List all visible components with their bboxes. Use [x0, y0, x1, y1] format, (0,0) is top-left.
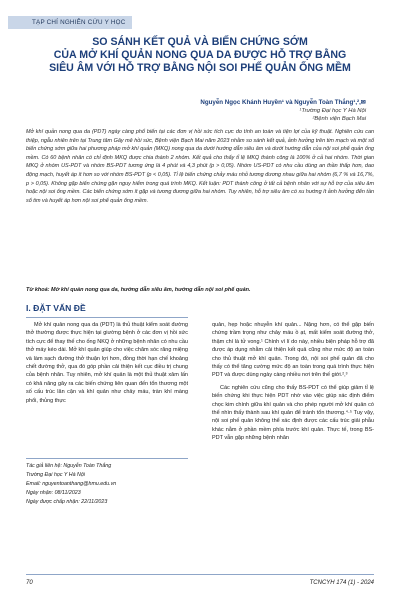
title-line: SO SÁNH KẾT QUẢ VÀ BIẾN CHỨNG SỚM	[92, 36, 308, 48]
meta-divider	[26, 458, 188, 459]
abstract: Mở khí quản nong qua da (PDT) ngày càng phổ biến tại các đơn vị hồi sức tích cực do tính an toàn và tiện lợi của kỹ thuật. Nghiên cứu can thiệp, ngẫu nhiên trên tại Trung tâm Gây mê hồi sức, Bệnh viện Bạch Mai năm 2023 nhằm so sánh kết quả, ảnh hưởng trên tim mạch và một số biến chứng sớm giữa hai phương pháp mở khí quản (MKQ) nong qua da dưới hướng dẫn siêu âm và dưới hướng dẫn của nội soi phế quản ống mềm. Có 60 bệnh nhân có chỉ định MKQ được chia thành 2 nhóm. Kết quả cho thấy tỉ lệ MKQ thành công là 100% ở cả hai nhóm. Thời gian MKQ ở nhóm US-PDT và nhóm BS-PDT tương ứng là 4 phút và 4,3 phút (p > 0,05). Nhóm US-PDT có nhu cầu dùng an thần thấp hơn, dao động mạch, huyết áp ít hơn so với nhóm BS-PDT (p < 0,05). Tỉ lệ biến chứng chảy máu nhỏ tương đương nhau giữa hai nhóm (6,7 % và 16,7%, p > 0,05). Không gặp biến chứng gặn nguy hiểm trong quá trình MKQ. Kết luận: PDT thành công ở tất cả bệnh nhân với sự hỗ trợ của siêu âm hoặc nội soi ống mềm. Các biến chứng sớm ít gặp và tương đương giữa hai nhóm. Tuy nhiên, hỗ trợ siêu âm có xu hướng ít ảnh hưởng đến tần số tim và huyết áp hơn nội soi phế quản ống mềm.	[26, 129, 374, 204]
section-divider	[26, 317, 188, 318]
page-number: 70	[26, 580, 33, 586]
page-footer	[26, 574, 374, 586]
keywords: Từ khoá: Mở khí quản nong qua da, hướng dẫn siêu âm, hướng dẫn nội soi phế quản.	[26, 287, 251, 293]
title-line: SIÊU ÂM VỚI HỖ TRỢ BẰNG NỘI SOI PHẾ QUẢN ỐNG MỀM	[49, 62, 351, 74]
section-heading: I. ĐẶT VẤN ĐỀ	[26, 303, 86, 313]
body-column-left	[26, 321, 188, 453]
body-paragraph: Các nghiên cứu cũng cho thấy BS-PDT có thể giúp giảm tỉ lệ biến chứng khi thực hiện PDT nhờ vào việc giúp xác định điểm chọc kim chính giữa khí quản và cho phép người mở khí quản có thể nhìn thấy thành sau khí quản để tránh tổn thương.⁴·⁵ Tuy vậy, nội soi phế quản không thể xác định được các cấu trúc giải phẫu khác nằm ở phần mềm phía trước khí quản. Thực tế, trong BS-PDT vẫn gặp những bệnh nhân	[212, 384, 374, 442]
correspondence-info	[26, 462, 188, 507]
body-paragraph: quản, hẹp hoặc nhuyễn khí quản... Nặng hơn, có thể gặp biến chứng trầm trọng như chảy máu ồ ạt, mất kiểm soát đường thở, thậm chí là tử vong.¹ Chính vì lí do này, nhiều biện pháp hỗ trợ đã được áp dụng nhằm cải thiện kết quả cũng như mức độ an toàn cho thủ thuật mở khí quản. Trong đó, nội soi phế quản đã cho thấy có thể tăng cường mức độ an toàn trong quá trình thực hiện PDT và được dùng ngày càng nhiều nơi trên thế giới.²,³	[212, 322, 374, 379]
body-column-right	[212, 321, 374, 559]
affiliation-1: ¹Trường Đại học Y Hà Nội	[299, 108, 366, 114]
affiliation-2: ²Bệnh viện Bạch Mai	[312, 116, 366, 122]
article-title	[20, 36, 380, 75]
title-line: CỦA MỞ KHÍ QUẢN NONG QUA DA ĐƯỢC HỖ TRỢ BẰNG	[53, 49, 347, 61]
body-paragraph: Mở khí quản nong qua da (PDT) là thủ thuật kiểm soát đường thở thường được thực hiện tại giường bệnh ở các đơn vị hồi sức tích cực để thay thế cho ống NKQ ở những bệnh nhân có nhu cầu thở máy kéo dài. Mở khí quản giúp cho việc chăm sóc răng miệng và làm sạch đường thở thuận lợi hơn, đồng thời hạn chế khoảng chết đường thở, qua đó góp phần cải thiện kết cục điều trị chung của bệnh nhân. Tuy nhiên, mở khí quản là một thủ thuật xâm lấn có khả năng gây ra các biến chứng liên quan đến tổn thương một số cấu trúc lân cận và khí quản như chảy máu, tràn khí màng phổi, thủng thực	[26, 322, 188, 404]
journal-name-banner: TẠP CHÍ NGHIÊN CỨU Y HỌC	[8, 16, 132, 29]
received-date: Ngày nhận: 08/11/2023	[26, 490, 81, 496]
accepted-date: Ngày được chấp nhận: 22/11/2023	[26, 499, 108, 505]
corresponding-author: Tác giả liên hệ: Nguyễn Toàn Thắng	[26, 463, 112, 469]
journal-issue: TCNCYH 174 (1) - 2024	[309, 580, 374, 586]
author-email: Email: nguyentoanthang@hmu.edu.vn	[26, 481, 117, 487]
author-list: Nguyễn Ngọc Khánh Huyền¹ và Nguyễn Toàn Thắng¹,²,✉	[200, 99, 366, 106]
author-institution: Trường Đại học Y Hà Nội	[26, 472, 85, 478]
